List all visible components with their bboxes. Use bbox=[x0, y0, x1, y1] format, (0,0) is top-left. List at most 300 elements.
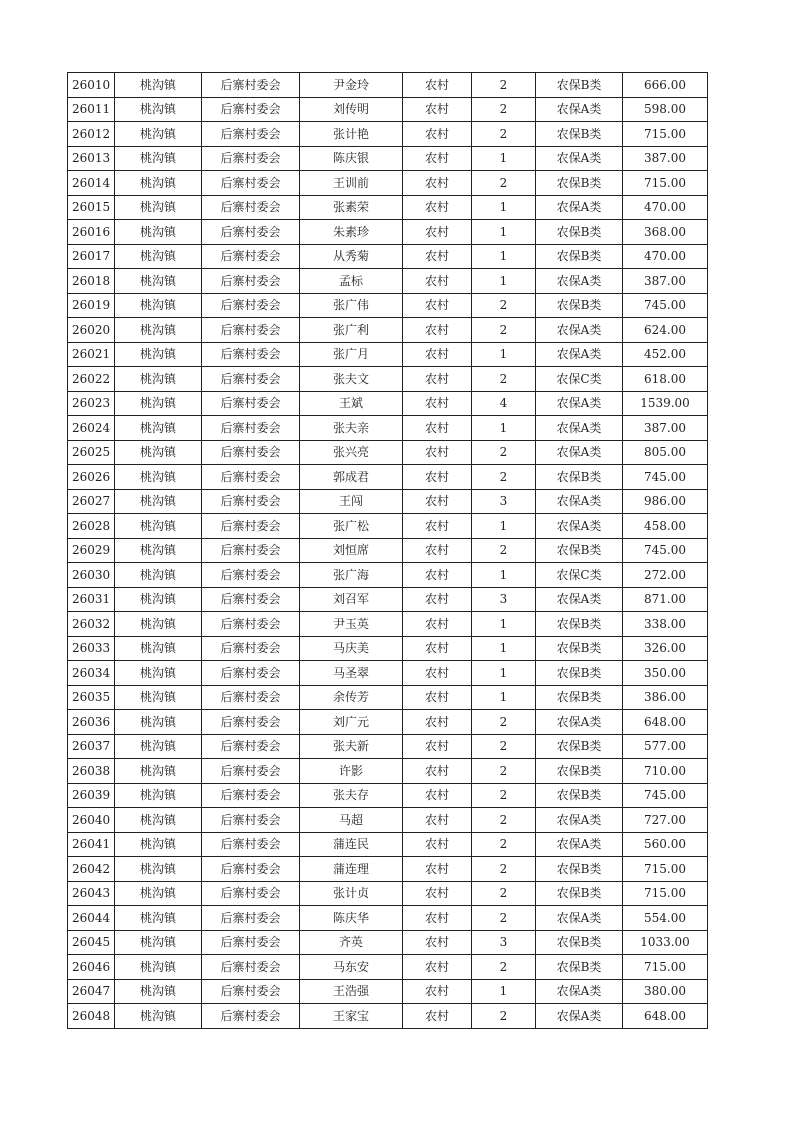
record-id-cell: 26022 bbox=[68, 367, 115, 392]
household-type-cell: 农村 bbox=[403, 1004, 472, 1029]
amount-cell: 554.00 bbox=[623, 906, 708, 931]
member-count-cell: 2 bbox=[472, 906, 536, 931]
record-id-cell: 26026 bbox=[68, 465, 115, 490]
town-cell: 桃沟镇 bbox=[115, 955, 202, 980]
member-count-cell: 2 bbox=[472, 73, 536, 98]
member-count-cell: 2 bbox=[472, 857, 536, 882]
village-committee-cell: 后寨村委会 bbox=[202, 857, 300, 882]
amount-cell: 745.00 bbox=[623, 783, 708, 808]
table-row bbox=[68, 710, 708, 735]
table-row bbox=[68, 391, 708, 416]
insurance-category-cell: 农保B类 bbox=[536, 612, 623, 637]
insurance-category-cell: 农保A类 bbox=[536, 416, 623, 441]
table-row bbox=[68, 906, 708, 931]
town-cell: 桃沟镇 bbox=[115, 979, 202, 1004]
town-cell: 桃沟镇 bbox=[115, 367, 202, 392]
town-cell: 桃沟镇 bbox=[115, 563, 202, 588]
member-count-cell: 1 bbox=[472, 563, 536, 588]
town-cell: 桃沟镇 bbox=[115, 710, 202, 735]
amount-cell: 727.00 bbox=[623, 808, 708, 833]
insurance-category-cell: 农保B类 bbox=[536, 734, 623, 759]
town-cell: 桃沟镇 bbox=[115, 538, 202, 563]
person-name-cell: 余传芳 bbox=[300, 685, 403, 710]
household-type-cell: 农村 bbox=[403, 906, 472, 931]
table-row bbox=[68, 587, 708, 612]
person-name-cell: 张广利 bbox=[300, 318, 403, 343]
member-count-cell: 1 bbox=[472, 244, 536, 269]
town-cell: 桃沟镇 bbox=[115, 783, 202, 808]
record-id-cell: 26036 bbox=[68, 710, 115, 735]
household-type-cell: 农村 bbox=[403, 342, 472, 367]
insurance-category-cell: 农保A类 bbox=[536, 710, 623, 735]
record-id-cell: 26023 bbox=[68, 391, 115, 416]
table-row bbox=[68, 342, 708, 367]
insurance-category-cell: 农保B类 bbox=[536, 783, 623, 808]
amount-cell: 666.00 bbox=[623, 73, 708, 98]
member-count-cell: 2 bbox=[472, 808, 536, 833]
household-type-cell: 农村 bbox=[403, 367, 472, 392]
household-type-cell: 农村 bbox=[403, 979, 472, 1004]
village-committee-cell: 后寨村委会 bbox=[202, 514, 300, 539]
amount-cell: 715.00 bbox=[623, 857, 708, 882]
record-id-cell: 26021 bbox=[68, 342, 115, 367]
member-count-cell: 2 bbox=[472, 955, 536, 980]
member-count-cell: 1 bbox=[472, 220, 536, 245]
table-row bbox=[68, 244, 708, 269]
insurance-category-cell: 农保A类 bbox=[536, 1004, 623, 1029]
insurance-category-cell: 农保A类 bbox=[536, 146, 623, 171]
member-count-cell: 2 bbox=[472, 538, 536, 563]
town-cell: 桃沟镇 bbox=[115, 930, 202, 955]
insurance-category-cell: 农保B类 bbox=[536, 636, 623, 661]
person-name-cell: 张夫亲 bbox=[300, 416, 403, 441]
insurance-category-cell: 农保B类 bbox=[536, 538, 623, 563]
record-id-cell: 26042 bbox=[68, 857, 115, 882]
table-row bbox=[68, 612, 708, 637]
amount-cell: 1539.00 bbox=[623, 391, 708, 416]
village-committee-cell: 后寨村委会 bbox=[202, 416, 300, 441]
village-committee-cell: 后寨村委会 bbox=[202, 636, 300, 661]
household-type-cell: 农村 bbox=[403, 195, 472, 220]
amount-cell: 715.00 bbox=[623, 122, 708, 147]
table-row bbox=[68, 783, 708, 808]
record-id-cell: 26014 bbox=[68, 171, 115, 196]
amount-cell: 470.00 bbox=[623, 244, 708, 269]
person-name-cell: 孟标 bbox=[300, 269, 403, 294]
table-row bbox=[68, 514, 708, 539]
records-table bbox=[67, 72, 708, 1029]
village-committee-cell: 后寨村委会 bbox=[202, 171, 300, 196]
village-committee-cell: 后寨村委会 bbox=[202, 710, 300, 735]
amount-cell: 618.00 bbox=[623, 367, 708, 392]
table-row bbox=[68, 122, 708, 147]
table-row bbox=[68, 220, 708, 245]
amount-cell: 624.00 bbox=[623, 318, 708, 343]
record-id-cell: 26016 bbox=[68, 220, 115, 245]
household-type-cell: 农村 bbox=[403, 685, 472, 710]
town-cell: 桃沟镇 bbox=[115, 97, 202, 122]
town-cell: 桃沟镇 bbox=[115, 171, 202, 196]
amount-cell: 871.00 bbox=[623, 587, 708, 612]
town-cell: 桃沟镇 bbox=[115, 1004, 202, 1029]
record-id-cell: 26031 bbox=[68, 587, 115, 612]
member-count-cell: 1 bbox=[472, 636, 536, 661]
amount-cell: 648.00 bbox=[623, 1004, 708, 1029]
person-name-cell: 张夫存 bbox=[300, 783, 403, 808]
insurance-category-cell: 农保B类 bbox=[536, 171, 623, 196]
table-row bbox=[68, 661, 708, 686]
insurance-category-cell: 农保A类 bbox=[536, 514, 623, 539]
member-count-cell: 2 bbox=[472, 440, 536, 465]
record-id-cell: 26043 bbox=[68, 881, 115, 906]
town-cell: 桃沟镇 bbox=[115, 514, 202, 539]
record-id-cell: 26019 bbox=[68, 293, 115, 318]
household-type-cell: 农村 bbox=[403, 612, 472, 637]
person-name-cell: 张计贞 bbox=[300, 881, 403, 906]
person-name-cell: 从秀菊 bbox=[300, 244, 403, 269]
village-committee-cell: 后寨村委会 bbox=[202, 906, 300, 931]
record-id-cell: 26048 bbox=[68, 1004, 115, 1029]
member-count-cell: 1 bbox=[472, 269, 536, 294]
record-id-cell: 26041 bbox=[68, 832, 115, 857]
household-type-cell: 农村 bbox=[403, 881, 472, 906]
table-row bbox=[68, 146, 708, 171]
member-count-cell: 2 bbox=[472, 465, 536, 490]
village-committee-cell: 后寨村委会 bbox=[202, 97, 300, 122]
record-id-cell: 26027 bbox=[68, 489, 115, 514]
member-count-cell: 1 bbox=[472, 195, 536, 220]
village-committee-cell: 后寨村委会 bbox=[202, 318, 300, 343]
table-row bbox=[68, 1004, 708, 1029]
amount-cell: 710.00 bbox=[623, 759, 708, 784]
amount-cell: 368.00 bbox=[623, 220, 708, 245]
member-count-cell: 2 bbox=[472, 881, 536, 906]
amount-cell: 745.00 bbox=[623, 465, 708, 490]
household-type-cell: 农村 bbox=[403, 808, 472, 833]
town-cell: 桃沟镇 bbox=[115, 73, 202, 98]
amount-cell: 387.00 bbox=[623, 269, 708, 294]
person-name-cell: 齐英 bbox=[300, 930, 403, 955]
table-row bbox=[68, 563, 708, 588]
town-cell: 桃沟镇 bbox=[115, 416, 202, 441]
record-id-cell: 26046 bbox=[68, 955, 115, 980]
member-count-cell: 2 bbox=[472, 832, 536, 857]
insurance-category-cell: 农保A类 bbox=[536, 808, 623, 833]
record-id-cell: 26020 bbox=[68, 318, 115, 343]
amount-cell: 598.00 bbox=[623, 97, 708, 122]
village-committee-cell: 后寨村委会 bbox=[202, 367, 300, 392]
village-committee-cell: 后寨村委会 bbox=[202, 244, 300, 269]
person-name-cell: 王家宝 bbox=[300, 1004, 403, 1029]
insurance-category-cell: 农保B类 bbox=[536, 244, 623, 269]
person-name-cell: 张广海 bbox=[300, 563, 403, 588]
village-committee-cell: 后寨村委会 bbox=[202, 881, 300, 906]
village-committee-cell: 后寨村委会 bbox=[202, 930, 300, 955]
member-count-cell: 3 bbox=[472, 930, 536, 955]
member-count-cell: 4 bbox=[472, 391, 536, 416]
insurance-category-cell: 农保A类 bbox=[536, 391, 623, 416]
household-type-cell: 农村 bbox=[403, 220, 472, 245]
village-committee-cell: 后寨村委会 bbox=[202, 1004, 300, 1029]
person-name-cell: 张素荣 bbox=[300, 195, 403, 220]
person-name-cell: 张计艳 bbox=[300, 122, 403, 147]
person-name-cell: 王斌 bbox=[300, 391, 403, 416]
table-row bbox=[68, 734, 708, 759]
member-count-cell: 2 bbox=[472, 783, 536, 808]
amount-cell: 386.00 bbox=[623, 685, 708, 710]
table-row bbox=[68, 195, 708, 220]
amount-cell: 387.00 bbox=[623, 146, 708, 171]
amount-cell: 272.00 bbox=[623, 563, 708, 588]
table-row bbox=[68, 857, 708, 882]
amount-cell: 560.00 bbox=[623, 832, 708, 857]
household-type-cell: 农村 bbox=[403, 783, 472, 808]
member-count-cell: 2 bbox=[472, 759, 536, 784]
insurance-category-cell: 农保A类 bbox=[536, 269, 623, 294]
member-count-cell: 2 bbox=[472, 122, 536, 147]
insurance-category-cell: 农保A类 bbox=[536, 318, 623, 343]
insurance-category-cell: 农保A类 bbox=[536, 440, 623, 465]
member-count-cell: 1 bbox=[472, 342, 536, 367]
town-cell: 桃沟镇 bbox=[115, 318, 202, 343]
village-committee-cell: 后寨村委会 bbox=[202, 342, 300, 367]
household-type-cell: 农村 bbox=[403, 832, 472, 857]
person-name-cell: 郭成君 bbox=[300, 465, 403, 490]
member-count-cell: 3 bbox=[472, 587, 536, 612]
table-row bbox=[68, 685, 708, 710]
town-cell: 桃沟镇 bbox=[115, 808, 202, 833]
amount-cell: 715.00 bbox=[623, 171, 708, 196]
person-name-cell: 尹金玲 bbox=[300, 73, 403, 98]
record-id-cell: 26047 bbox=[68, 979, 115, 1004]
village-committee-cell: 后寨村委会 bbox=[202, 685, 300, 710]
village-committee-cell: 后寨村委会 bbox=[202, 146, 300, 171]
village-committee-cell: 后寨村委会 bbox=[202, 955, 300, 980]
household-type-cell: 农村 bbox=[403, 465, 472, 490]
town-cell: 桃沟镇 bbox=[115, 661, 202, 686]
person-name-cell: 王闯 bbox=[300, 489, 403, 514]
insurance-category-cell: 农保B类 bbox=[536, 881, 623, 906]
amount-cell: 986.00 bbox=[623, 489, 708, 514]
member-count-cell: 2 bbox=[472, 171, 536, 196]
village-committee-cell: 后寨村委会 bbox=[202, 661, 300, 686]
town-cell: 桃沟镇 bbox=[115, 122, 202, 147]
town-cell: 桃沟镇 bbox=[115, 489, 202, 514]
household-type-cell: 农村 bbox=[403, 391, 472, 416]
village-committee-cell: 后寨村委会 bbox=[202, 440, 300, 465]
insurance-category-cell: 农保A类 bbox=[536, 195, 623, 220]
person-name-cell: 张兴亮 bbox=[300, 440, 403, 465]
insurance-category-cell: 农保B类 bbox=[536, 955, 623, 980]
household-type-cell: 农村 bbox=[403, 171, 472, 196]
insurance-category-cell: 农保B类 bbox=[536, 930, 623, 955]
village-committee-cell: 后寨村委会 bbox=[202, 73, 300, 98]
person-name-cell: 张广松 bbox=[300, 514, 403, 539]
village-committee-cell: 后寨村委会 bbox=[202, 269, 300, 294]
amount-cell: 805.00 bbox=[623, 440, 708, 465]
person-name-cell: 刘广元 bbox=[300, 710, 403, 735]
amount-cell: 715.00 bbox=[623, 955, 708, 980]
household-type-cell: 农村 bbox=[403, 416, 472, 441]
amount-cell: 452.00 bbox=[623, 342, 708, 367]
person-name-cell: 蒲连理 bbox=[300, 857, 403, 882]
town-cell: 桃沟镇 bbox=[115, 734, 202, 759]
table-row bbox=[68, 465, 708, 490]
table-row bbox=[68, 73, 708, 98]
record-id-cell: 26024 bbox=[68, 416, 115, 441]
household-type-cell: 农村 bbox=[403, 710, 472, 735]
record-id-cell: 26040 bbox=[68, 808, 115, 833]
record-id-cell: 26029 bbox=[68, 538, 115, 563]
household-type-cell: 农村 bbox=[403, 930, 472, 955]
member-count-cell: 1 bbox=[472, 685, 536, 710]
village-committee-cell: 后寨村委会 bbox=[202, 612, 300, 637]
member-count-cell: 1 bbox=[472, 661, 536, 686]
table-row bbox=[68, 955, 708, 980]
person-name-cell: 陈庆银 bbox=[300, 146, 403, 171]
town-cell: 桃沟镇 bbox=[115, 612, 202, 637]
record-id-cell: 26037 bbox=[68, 734, 115, 759]
insurance-category-cell: 农保B类 bbox=[536, 220, 623, 245]
town-cell: 桃沟镇 bbox=[115, 146, 202, 171]
household-type-cell: 农村 bbox=[403, 489, 472, 514]
insurance-category-cell: 农保B类 bbox=[536, 293, 623, 318]
member-count-cell: 1 bbox=[472, 416, 536, 441]
table-row bbox=[68, 930, 708, 955]
insurance-category-cell: 农保B类 bbox=[536, 685, 623, 710]
record-id-cell: 26013 bbox=[68, 146, 115, 171]
member-count-cell: 1 bbox=[472, 979, 536, 1004]
amount-cell: 458.00 bbox=[623, 514, 708, 539]
household-type-cell: 农村 bbox=[403, 146, 472, 171]
person-name-cell: 刘召军 bbox=[300, 587, 403, 612]
town-cell: 桃沟镇 bbox=[115, 391, 202, 416]
village-committee-cell: 后寨村委会 bbox=[202, 734, 300, 759]
amount-cell: 1033.00 bbox=[623, 930, 708, 955]
person-name-cell: 张夫新 bbox=[300, 734, 403, 759]
person-name-cell: 王训前 bbox=[300, 171, 403, 196]
town-cell: 桃沟镇 bbox=[115, 195, 202, 220]
record-id-cell: 26028 bbox=[68, 514, 115, 539]
insurance-category-cell: 农保A类 bbox=[536, 832, 623, 857]
town-cell: 桃沟镇 bbox=[115, 881, 202, 906]
member-count-cell: 3 bbox=[472, 489, 536, 514]
person-name-cell: 张广伟 bbox=[300, 293, 403, 318]
person-name-cell: 马东安 bbox=[300, 955, 403, 980]
member-count-cell: 2 bbox=[472, 734, 536, 759]
household-type-cell: 农村 bbox=[403, 318, 472, 343]
town-cell: 桃沟镇 bbox=[115, 832, 202, 857]
person-name-cell: 刘恒席 bbox=[300, 538, 403, 563]
household-type-cell: 农村 bbox=[403, 97, 472, 122]
table-row bbox=[68, 808, 708, 833]
member-count-cell: 2 bbox=[472, 293, 536, 318]
table-row bbox=[68, 538, 708, 563]
record-id-cell: 26034 bbox=[68, 661, 115, 686]
person-name-cell: 马超 bbox=[300, 808, 403, 833]
amount-cell: 470.00 bbox=[623, 195, 708, 220]
village-committee-cell: 后寨村委会 bbox=[202, 391, 300, 416]
village-committee-cell: 后寨村委会 bbox=[202, 832, 300, 857]
insurance-category-cell: 农保B类 bbox=[536, 73, 623, 98]
record-id-cell: 26032 bbox=[68, 612, 115, 637]
insurance-category-cell: 农保B类 bbox=[536, 465, 623, 490]
town-cell: 桃沟镇 bbox=[115, 440, 202, 465]
town-cell: 桃沟镇 bbox=[115, 759, 202, 784]
member-count-cell: 2 bbox=[472, 1004, 536, 1029]
town-cell: 桃沟镇 bbox=[115, 220, 202, 245]
person-name-cell: 陈庆华 bbox=[300, 906, 403, 931]
table-row bbox=[68, 269, 708, 294]
amount-cell: 326.00 bbox=[623, 636, 708, 661]
town-cell: 桃沟镇 bbox=[115, 587, 202, 612]
record-id-cell: 26045 bbox=[68, 930, 115, 955]
person-name-cell: 马圣翠 bbox=[300, 661, 403, 686]
town-cell: 桃沟镇 bbox=[115, 636, 202, 661]
household-type-cell: 农村 bbox=[403, 636, 472, 661]
table-row bbox=[68, 440, 708, 465]
household-type-cell: 农村 bbox=[403, 955, 472, 980]
person-name-cell: 尹玉英 bbox=[300, 612, 403, 637]
insurance-category-cell: 农保A类 bbox=[536, 489, 623, 514]
table-row bbox=[68, 881, 708, 906]
town-cell: 桃沟镇 bbox=[115, 269, 202, 294]
village-committee-cell: 后寨村委会 bbox=[202, 195, 300, 220]
household-type-cell: 农村 bbox=[403, 122, 472, 147]
member-count-cell: 2 bbox=[472, 97, 536, 122]
member-count-cell: 2 bbox=[472, 318, 536, 343]
table-row bbox=[68, 367, 708, 392]
table-row bbox=[68, 636, 708, 661]
person-name-cell: 朱素珍 bbox=[300, 220, 403, 245]
amount-cell: 380.00 bbox=[623, 979, 708, 1004]
table-row bbox=[68, 318, 708, 343]
record-id-cell: 26025 bbox=[68, 440, 115, 465]
village-committee-cell: 后寨村委会 bbox=[202, 587, 300, 612]
amount-cell: 350.00 bbox=[623, 661, 708, 686]
insurance-category-cell: 农保A类 bbox=[536, 342, 623, 367]
amount-cell: 715.00 bbox=[623, 881, 708, 906]
village-committee-cell: 后寨村委会 bbox=[202, 808, 300, 833]
household-type-cell: 农村 bbox=[403, 73, 472, 98]
insurance-category-cell: 农保A类 bbox=[536, 906, 623, 931]
record-id-cell: 26011 bbox=[68, 97, 115, 122]
record-id-cell: 26030 bbox=[68, 563, 115, 588]
village-committee-cell: 后寨村委会 bbox=[202, 538, 300, 563]
person-name-cell: 张广月 bbox=[300, 342, 403, 367]
household-type-cell: 农村 bbox=[403, 538, 472, 563]
record-id-cell: 26038 bbox=[68, 759, 115, 784]
village-committee-cell: 后寨村委会 bbox=[202, 979, 300, 1004]
table-row bbox=[68, 759, 708, 784]
village-committee-cell: 后寨村委会 bbox=[202, 293, 300, 318]
member-count-cell: 1 bbox=[472, 146, 536, 171]
household-type-cell: 农村 bbox=[403, 563, 472, 588]
person-name-cell: 许影 bbox=[300, 759, 403, 784]
records-table-body bbox=[68, 73, 708, 1029]
member-count-cell: 1 bbox=[472, 514, 536, 539]
household-type-cell: 农村 bbox=[403, 759, 472, 784]
table-row bbox=[68, 489, 708, 514]
table-row bbox=[68, 832, 708, 857]
amount-cell: 745.00 bbox=[623, 293, 708, 318]
town-cell: 桃沟镇 bbox=[115, 293, 202, 318]
record-id-cell: 26017 bbox=[68, 244, 115, 269]
town-cell: 桃沟镇 bbox=[115, 906, 202, 931]
insurance-category-cell: 农保A类 bbox=[536, 587, 623, 612]
household-type-cell: 农村 bbox=[403, 269, 472, 294]
town-cell: 桃沟镇 bbox=[115, 857, 202, 882]
